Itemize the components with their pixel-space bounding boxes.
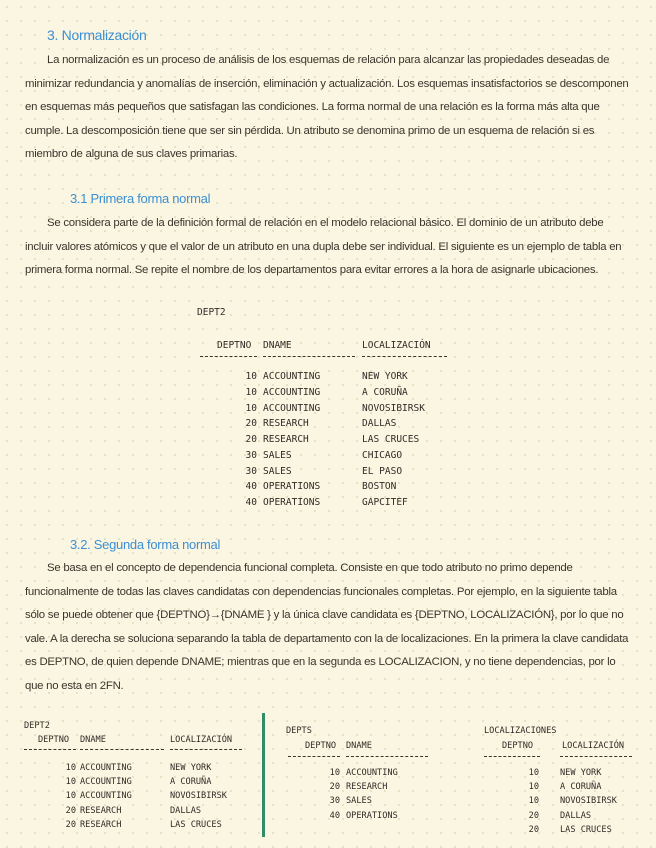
- header-rule: [263, 356, 355, 357]
- table-cell: 30: [245, 465, 257, 477]
- header-rule: [288, 756, 340, 757]
- table-name: DEPT2: [197, 307, 226, 318]
- table-cell: 10: [65, 791, 76, 802]
- table-cell: NOVOSIBIRSK: [362, 402, 425, 414]
- section-3-heading: 3. Normalización: [47, 27, 147, 43]
- header-rule: [362, 356, 447, 357]
- vertical-divider: [262, 713, 265, 837]
- table-cell: 10: [65, 777, 76, 788]
- column-header-dname: DNAME: [80, 735, 106, 745]
- table-cell: DALLAS: [362, 418, 397, 430]
- table-cell: A CORUÑA: [362, 386, 408, 398]
- header-rule: [560, 756, 632, 757]
- table-cell: RESEARCH: [80, 819, 122, 830]
- column-header-localizacion: LOCALIZACIÓN: [562, 741, 625, 751]
- table-cell: ACCOUNTING: [80, 777, 132, 788]
- table-cell: 20: [65, 819, 76, 830]
- table-cell: 10: [245, 386, 257, 398]
- header-rule: [24, 749, 76, 750]
- table-cell: ACCOUNTING: [80, 791, 132, 802]
- table-cell: 10: [528, 768, 539, 778]
- table-cell: 10: [329, 768, 340, 778]
- table-cell: DALLAS: [560, 810, 592, 821]
- table-cell: SALES: [263, 449, 292, 461]
- column-header-deptno: DEPTNO: [502, 741, 534, 751]
- table-cell: 10: [65, 763, 76, 773]
- table-cell: 40: [245, 481, 257, 493]
- table-cell: RESEARCH: [80, 805, 122, 816]
- table-cell: ACCOUNTING: [346, 768, 398, 778]
- table-cell: GAPCITEF: [362, 497, 408, 508]
- table-cell: 10: [245, 402, 257, 414]
- section-3-paragraph: La normalización es un proceso de análisis de los esquemas de relación para alcanzar las propiedades deseadas de minimizar redundancia y anomalías de inserción, eliminación y actualización. Los esquemas insatisfactorios se descomponen en esquemas más pequeños que satisfagan las condiciones. La forma normal de una relación es la forma más alta que cumple. La descomposición tiene que ser sin pérdida. Un atributo se denomina primo de un esquema de relación si es miembro de alguna de sus claves primarias.: [25, 54, 629, 160]
- table-cell: 40: [245, 497, 257, 508]
- table-cell: 20: [245, 434, 257, 445]
- column-header-dname: DNAME: [263, 340, 292, 351]
- table-cell: 20: [528, 810, 539, 821]
- table-cell: 30: [329, 796, 340, 807]
- header-rule: [80, 749, 164, 750]
- table-cell: LAS CRUCES: [560, 824, 612, 835]
- table-cell: 10: [528, 796, 539, 807]
- header-rule: [170, 749, 242, 750]
- table-cell: LAS CRUCES: [170, 819, 222, 830]
- table-cell: NEW YORK: [170, 763, 212, 773]
- table-cell: OPERATIONS: [263, 497, 321, 508]
- table-cell: SALES: [263, 465, 292, 477]
- table-cell: NEW YORK: [362, 371, 408, 382]
- table-cell: OPERATIONS: [346, 810, 398, 821]
- header-rule: [346, 756, 428, 757]
- table-cell: A CORUÑA: [560, 782, 602, 793]
- table-cell: LAS CRUCES: [362, 434, 420, 445]
- table-cell: 20: [245, 418, 257, 430]
- table-cell: OPERATIONS: [263, 481, 321, 493]
- column-header-deptno: DEPTNO: [305, 741, 337, 751]
- table-cell: ACCOUNTING: [263, 402, 321, 414]
- table-cell: NOVOSIBIRSK: [560, 796, 617, 807]
- table-name: LOCALIZACIONES: [484, 726, 557, 736]
- table-cell: NEW YORK: [560, 768, 602, 778]
- table-cell: 10: [245, 371, 257, 382]
- table-cell: 40: [329, 810, 340, 821]
- table-cell: RESEARCH: [263, 434, 309, 445]
- table-cell: RESEARCH: [263, 418, 309, 430]
- table-cell: 10: [528, 782, 539, 793]
- table-cell: BOSTON: [362, 481, 397, 493]
- table-cell: NOVOSIBIRSK: [170, 791, 227, 802]
- table-cell: ACCOUNTING: [263, 386, 321, 398]
- table-cell: ACCOUNTING: [263, 371, 321, 382]
- section-3-1-heading: 3.1 Primera forma normal: [70, 191, 211, 206]
- section-3-2-paragraph: Se basa en el concepto de dependencia funcional completa. Consiste en que todo atributo no primo depende funcionalmente de todas las claves candidatas con dependencias funcionales completas. Por ejemplo, en la siguiente tabla sólo se puede obtener que {DEPTNO}→{DNAME } y la única clave candidata es {DEPTNO, LOCALIZACIÓN}, por lo que no vale. A la derecha se soluciona separando la tabla de departamento con la de localizaciones. En la primera la clave candidata es DEPTNO, de quien depende DNAME; mientras que en la segunda es LOCALIZACION, y no tiene dependencias, por lo que no esta en 2FN.: [25, 562, 629, 692]
- table-cell: 20: [528, 824, 539, 835]
- table-cell: 20: [65, 805, 76, 816]
- table-cell: EL PASO: [362, 465, 403, 477]
- header-rule: [200, 356, 257, 357]
- table-cell: RESEARCH: [346, 782, 388, 793]
- column-header-localizacion: LOCALIZACIÓN: [362, 340, 431, 351]
- header-rule: [484, 756, 540, 757]
- column-header-deptno: DEPTNO: [217, 340, 252, 351]
- column-header-deptno: DEPTNO: [38, 735, 70, 745]
- column-header-localizacion: LOCALIZACIÓN: [170, 735, 233, 745]
- table-cell: 30: [245, 449, 257, 461]
- column-header-dname: DNAME: [346, 741, 372, 751]
- section-3-1-paragraph: Se considera parte de la definición formal de relación en el modelo relacional básico. El dominio de un atributo debe incluir valores atómicos y que el valor de un atributo en una dupla debe ser individual. El siguiente es un ejemplo de tabla en primera forma normal. Se repite el nombre de los departamentos para evitar errores a la hora de asignarle ubicaciones.: [25, 217, 622, 276]
- table-name: DEPTS: [286, 726, 312, 736]
- table-name: DEPT2: [24, 721, 50, 731]
- table-cell: A CORUÑA: [170, 777, 212, 788]
- table-cell: DALLAS: [170, 805, 202, 816]
- table-cell: 20: [329, 782, 340, 793]
- table-cell: SALES: [346, 796, 372, 807]
- section-3-2-heading: 3.2. Segunda forma normal: [70, 537, 221, 552]
- table-cell: ACCOUNTING: [80, 763, 132, 773]
- table-cell: CHICAGO: [362, 449, 403, 461]
